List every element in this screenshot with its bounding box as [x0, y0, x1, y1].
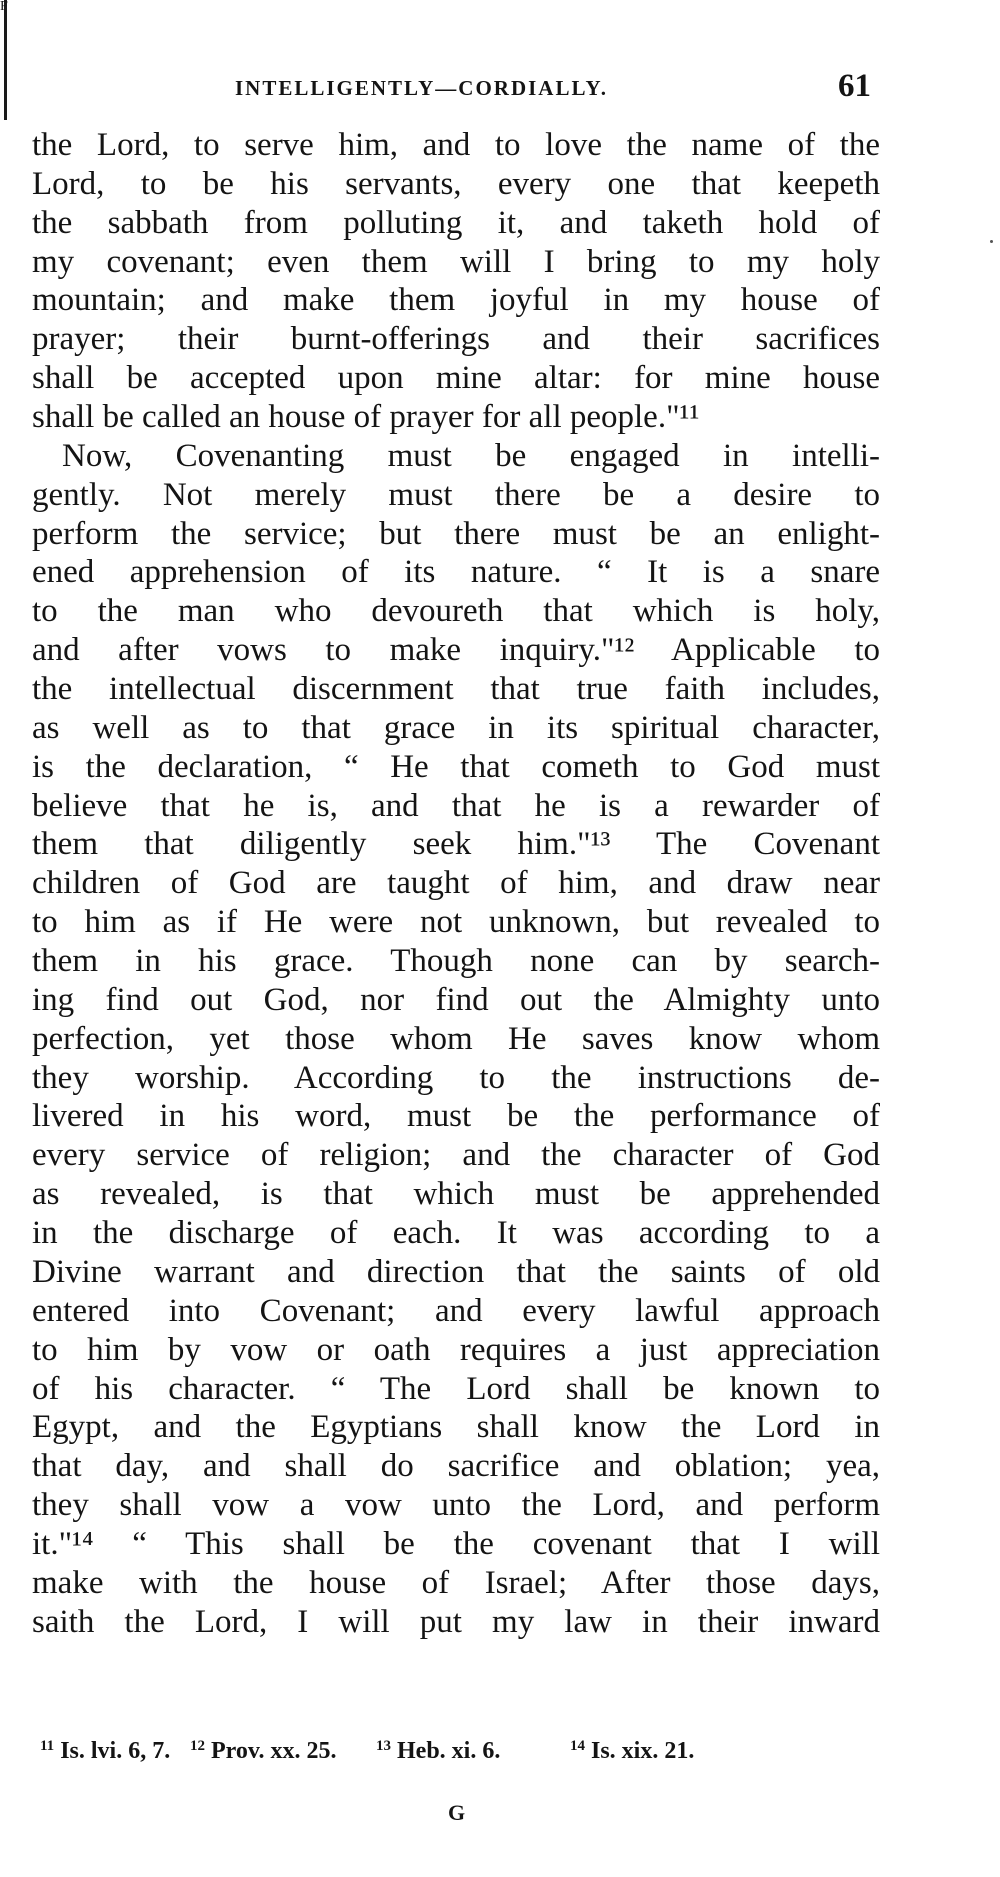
print-speck	[990, 240, 993, 243]
page-edge-mark: F	[0, 0, 8, 14]
text-line: them that diligently seek him."¹³ The Covenant	[32, 826, 880, 863]
text-line: to him as if He were not unknown, but revealed to	[32, 904, 880, 941]
text-line: my covenant; even them will I bring to my holy	[32, 243, 880, 280]
text-line: gently. Not merely must there be a desire to	[32, 476, 880, 513]
footnote-marker: 13	[376, 1738, 391, 1754]
running-head	[40, 68, 880, 108]
text-line: to him by vow or oath requires a just appreciation	[32, 1331, 880, 1368]
text-line: it."¹⁴ “ This shall be the covenant that I will	[32, 1525, 880, 1562]
text-line: saith the Lord, I will put my law in their inward	[32, 1603, 880, 1640]
text-line: believe that he is, and that he is a rewarder of	[32, 787, 880, 824]
text-line: make with the house of Israel; After those days,	[32, 1564, 880, 1601]
text-line: Lord, to be his servants, every one that keepeth	[32, 165, 880, 202]
text-line: shall be called an house of prayer for all people."¹¹	[32, 399, 700, 436]
text-line: to the man who devoureth that which is holy,	[32, 593, 880, 630]
text-line: in the discharge of each. It was according to a	[32, 1215, 880, 1252]
text-line: perfection, yet those whom He saves know whom	[32, 1020, 880, 1057]
footnote	[376, 1738, 500, 1765]
text-line: livered in his word, must be the performance of	[32, 1098, 880, 1135]
text-line: Divine warrant and direction that the saints of old	[32, 1253, 880, 1290]
text-line: the sabbath from polluting it, and taketh hold of	[32, 204, 880, 241]
footnote-text: Heb. xi. 6.	[397, 1738, 501, 1764]
footnote-text: Is. xix. 21.	[591, 1738, 695, 1764]
footnote-text: Is. lvi. 6, 7.	[60, 1738, 171, 1764]
text-line: Now, Covenanting must be engaged in intelli-	[62, 437, 880, 474]
page-edge-rule	[4, 0, 7, 120]
footnote	[570, 1738, 694, 1765]
text-line: as well as to that grace in its spiritual character,	[32, 709, 880, 746]
text-line: shall be accepted upon mine altar: for mine house	[32, 360, 880, 397]
text-line: them in his grace. Though none can by search-	[32, 943, 880, 980]
text-line: as revealed, is that which must be apprehended	[32, 1176, 880, 1213]
body-text	[32, 126, 880, 1642]
footnotes	[40, 1738, 880, 1778]
text-line: entered into Covenant; and every lawful approach	[32, 1292, 880, 1329]
text-line: ing find out God, nor find out the Almighty unto	[32, 981, 880, 1018]
text-line: the Lord, to serve him, and to love the name of the	[32, 127, 880, 163]
page-number: 61	[838, 68, 871, 104]
footnote-marker: 11	[40, 1738, 55, 1754]
text-line: they shall vow a vow unto the Lord, and perform	[32, 1487, 880, 1524]
footnote	[40, 1738, 170, 1765]
text-line: ened apprehension of its nature. “ It is a snare	[32, 554, 880, 591]
text-line: prayer; their burnt-offerings and their sacrifices	[32, 321, 880, 358]
text-line: every service of religion; and the character of God	[32, 1137, 880, 1174]
text-line: Egypt, and the Egyptians shall know the Lord in	[32, 1409, 880, 1446]
footnote-marker: 14	[570, 1738, 585, 1754]
text-line: perform the service; but there must be an enlight-	[32, 515, 880, 552]
text-line: that day, and shall do sacrifice and oblation; yea,	[32, 1448, 880, 1485]
running-title: INTELLIGENTLY—CORDIALLY.	[235, 76, 609, 100]
signature-mark: G	[448, 1800, 466, 1825]
footnote	[190, 1738, 337, 1765]
footnote-text: Prov. xx. 25.	[211, 1738, 337, 1764]
text-line: of his character. “ The Lord shall be known to	[32, 1370, 880, 1407]
text-line: children of God are taught of him, and draw near	[32, 865, 880, 902]
text-line: is the declaration, “ He that cometh to God must	[32, 748, 880, 785]
text-line: the intellectual discernment that true faith includes,	[32, 671, 880, 708]
text-line: and after vows to make inquiry."¹² Applicable to	[32, 632, 880, 669]
text-line: mountain; and make them joyful in my house of	[32, 282, 880, 319]
footnote-marker: 12	[190, 1738, 205, 1754]
text-line: they worship. According to the instructions de-	[32, 1059, 880, 1096]
